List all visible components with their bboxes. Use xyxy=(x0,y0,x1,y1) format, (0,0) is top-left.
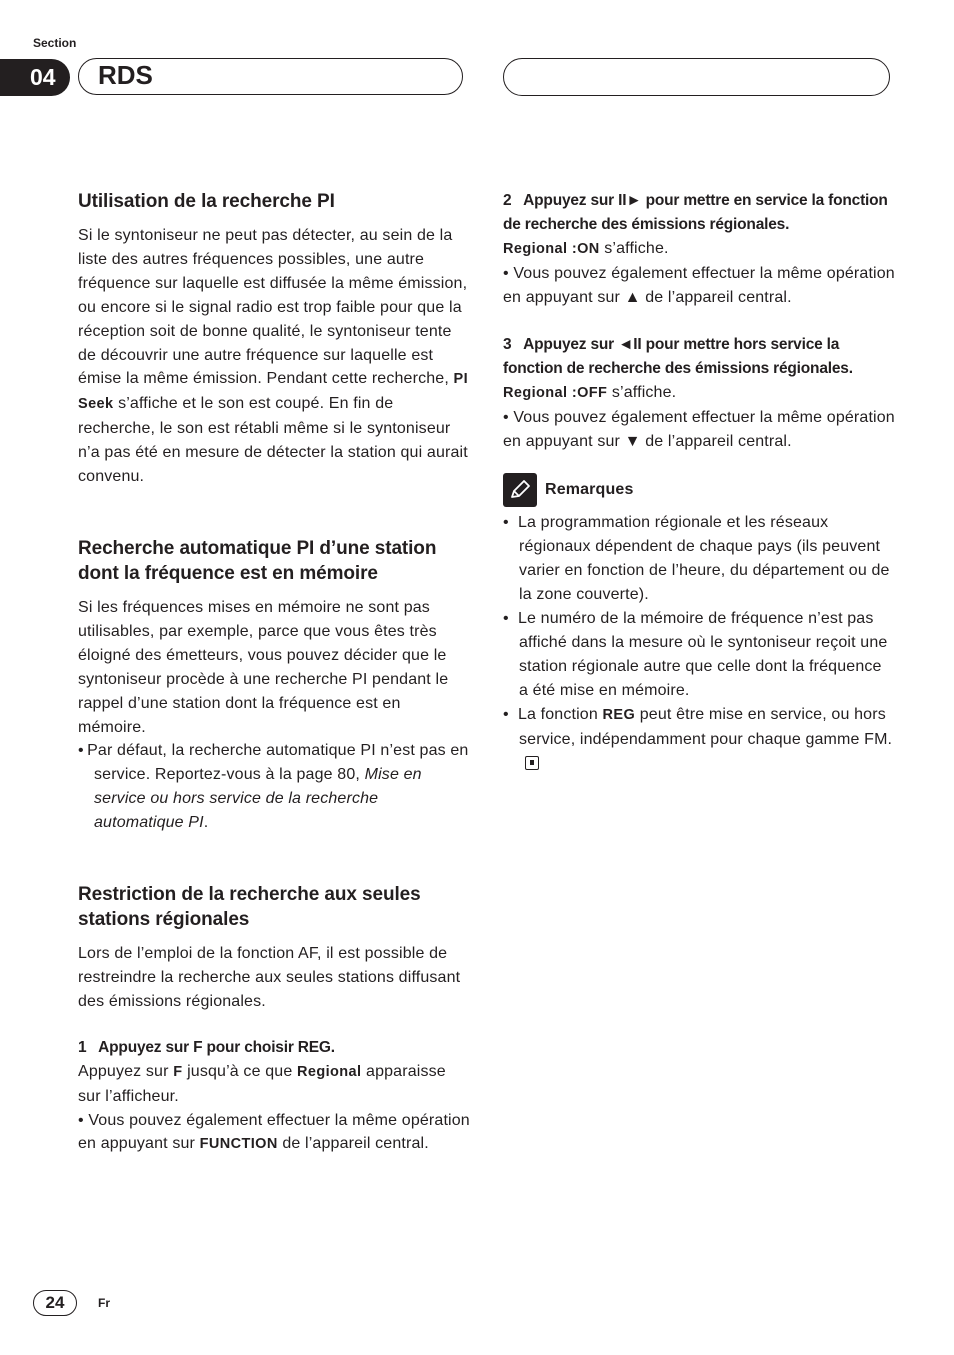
key-function: FUNCTION xyxy=(199,1136,278,1153)
section-title: RDS xyxy=(98,60,153,90)
step-1-bullet: • Vous pouvez également effectuer la même opération en appuyant sur FUNCTION de l’appareil central. xyxy=(78,1111,470,1153)
display-regional-on: Regional :ON xyxy=(503,241,600,257)
display-regional-off: Regional :OFF xyxy=(503,384,608,401)
step-1: 1 Appuyez sur F pour choisir REG. xyxy=(78,1038,335,1056)
section-number-tab: 04 xyxy=(0,59,70,96)
step-3-bullet: • Vous pouvez également effectuer la même opération en appuyant sur ▼ de l’appareil central. xyxy=(503,408,895,450)
step-2-result: Regional :ON s’affiche. xyxy=(503,240,669,257)
display-pi-seek: PI Seek xyxy=(78,371,469,413)
regional-heading: Restriction de la recherche aux seules stations régionales xyxy=(78,884,421,931)
step-2: 2 Appuyez sur II► pour mettre en service la fonction de recherche des émissions régionales. xyxy=(503,192,888,233)
notes-header xyxy=(503,473,895,507)
right-column xyxy=(503,189,895,775)
note-item: • Le numéro de la mémoire de fréquence n’est pas affiché dans la mesure où le syntoniseur reçoit une station régionale autre que celle dont la fréquence a été mise en mémoire. xyxy=(503,610,888,699)
notes-title: Remarques xyxy=(545,481,634,499)
regional-body: Lors de l’emploi de la fonction AF, il est possible de restreindre la recherche aux seules stations diffusant des émissions régionales. xyxy=(78,945,461,1010)
left-column xyxy=(78,189,470,1157)
language-code: Fr xyxy=(98,1296,110,1310)
key-f: F xyxy=(193,1038,203,1056)
page-reference: Mise en service ou hors service de la recherche automatique PI xyxy=(94,766,422,832)
key-reg: REG xyxy=(297,1038,331,1056)
note-item: • La programmation régionale et les réseaux régionaux dépendent de chaque pays (ils peuvent varier en fonction de l’heure, du département ou de la zone couverte). xyxy=(503,514,890,604)
page-number: 24 xyxy=(33,1290,77,1316)
end-mark-icon xyxy=(525,756,539,770)
display-regional: Regional xyxy=(296,1063,362,1080)
note-item: • La fonction REG peut être mise en service, ou hors service, indépendamment pour chaque gamme FM. xyxy=(503,703,895,776)
pi-seek-heading: Utilisation de la recherche PI xyxy=(78,191,335,212)
up-arrow-icon: ▲ xyxy=(624,288,641,306)
down-arrow-icon: ▼ xyxy=(624,432,641,450)
step-3-result: Regional :OFF s’affiche. xyxy=(503,383,677,401)
auto-pi-body: Si les fréquences mises en mémoire ne sont pas utilisables, par exemple, parce que vous êtes très éloigné des émetteurs, vous pouvez décider que le syntoniseur procède à une recherche PI pendant le rappel d’une station dont la fréquence est en mémoire. xyxy=(78,598,449,736)
auto-pi-bullet: • Par défaut, la recherche automatique PI n’est pas en service. Reportez-vous à la page 80, Mise en service ou hors service de la recherche automatique PI. xyxy=(78,742,469,832)
header-right-frame xyxy=(503,58,890,96)
rewind-pause-key: ◄II xyxy=(618,335,642,353)
auto-pi-heading: Recherche automatique PI d’une station dont la fréquence est en mémoire xyxy=(78,537,437,584)
step-1-description: Appuyez sur F jusqu’à ce que Regional apparaisse sur l’afficheur. xyxy=(78,1062,446,1105)
pencil-icon xyxy=(503,473,537,507)
play-pause-key: II► xyxy=(618,192,642,209)
step-3: 3 Appuyez sur ◄II pour mettre hors service la fonction de recherche des émissions régionales. xyxy=(503,335,853,377)
step-2-bullet: • Vous pouvez également effectuer la même opération en appuyant sur ▲ de l’appareil central. xyxy=(503,264,895,306)
pi-seek-body: Si le syntoniseur ne peut pas détecter, au sein de la liste des autres fréquences possibles, une autre fréquence sur laquelle est diffusée la même émission, ou encore si le signal radio est trop faible pour que la réception soit de bonne qualité, le syntoniseur tente de découvrir une autre fréquence sur laquelle est émise la même émission. Pendant cette recherche, PI Seek s’affiche et le son est coupé. En fin de recherche, le son est rétabli même si le syntoniseur n’a pas été en mesure de détecter la station qui aurait convenu. xyxy=(78,227,469,486)
section-label: Section xyxy=(33,36,77,50)
